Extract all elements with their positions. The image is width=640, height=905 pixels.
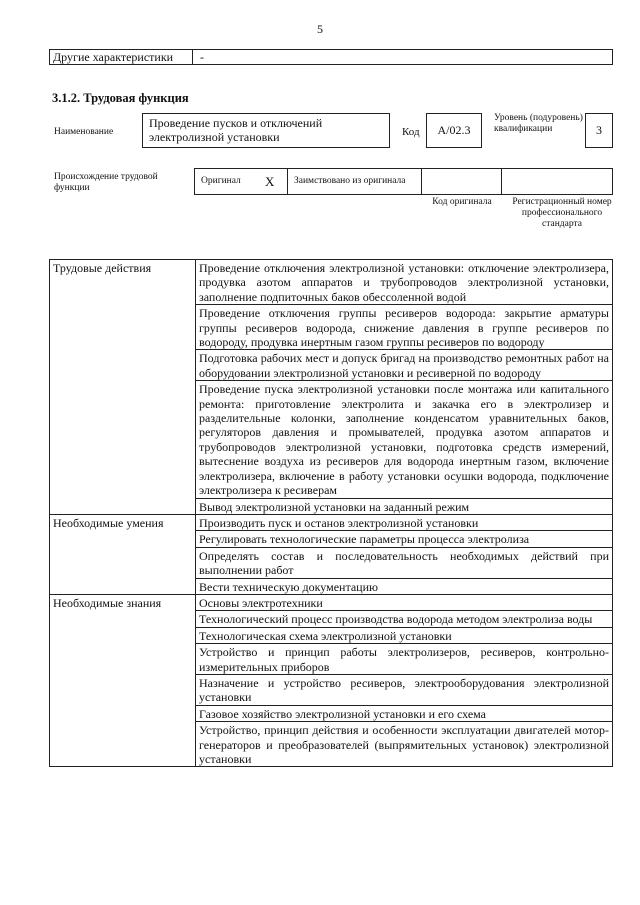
item-text: Производить пуск и останов электролизной установки (196, 514, 613, 530)
other-characteristics-label: Другие характеристики (53, 50, 174, 64)
item-text: Устройство, принцип действия и особенности эксплуатации двигателей мотор-генераторов и преобразователей (выпрямительных установок) электролизной установки (196, 722, 613, 767)
table-row (50, 514, 613, 530)
name-label: Наименование (54, 127, 114, 137)
original-label: Оригинал (201, 176, 241, 186)
original-cell (195, 169, 288, 194)
item-text: Определять состав и последовательность необходимых действий при выполнении работ (196, 547, 613, 578)
item-text: Регулировать технологические параметры процесса электролиза (196, 531, 613, 547)
function-details-table (49, 259, 613, 767)
function-name-box: Проведение пусков и отключений электролизной установки (142, 113, 390, 148)
item-text: Технологический процесс производства водорода методом электролиза воды (196, 611, 613, 627)
reg-number-label: Регистрационный номер профессионального стандарта (512, 197, 612, 229)
item-text: Технологическая схема электролизной установки (196, 627, 613, 643)
reg-number-cell (502, 169, 612, 194)
code-original-cell (422, 169, 502, 194)
level-value-box: 3 (585, 113, 613, 148)
code-label: Код (402, 126, 420, 138)
item-text: Устройство и принцип работы электролизеров, ресиверов, контрольно-измерительных приборов (196, 644, 613, 675)
item-text: Газовое хозяйство электролизной установки и его схема (196, 705, 613, 721)
item-text: Назначение и устройство ресиверов, электрооборудования электролизной установки (196, 674, 613, 705)
cell-divider (192, 50, 193, 64)
other-characteristics-row (49, 49, 613, 65)
table-row (50, 260, 613, 305)
code-value-box: A/02.3 (426, 113, 482, 148)
item-text: Основы электротехники (196, 594, 613, 610)
item-text: Проведение пуска электролизной установки после монтажа или капитального ремонта: приготовление электролита и закачка его в электролизер и разделительные колонки, заполнение конденсатом уравнительных баков, регуляторов давления и промывателей, продувка азотом аппаратов и трубопроводов электролизной установки, подготовка средств измерений, вытеснение воздуха из ресиверов для водорода инертным газом, включение электролизера, включение в работу установки осушки водорода, подключение электролизера к ресиверам (196, 381, 613, 498)
item-text: Проведение отключения электролизной установки: отключение электролизера, продувка азотом аппаратов и трубопроводов электролизной установки, заполнение подпиточных баков обессоленной водой (196, 260, 613, 305)
origin-row (194, 168, 613, 195)
borrowed-label: Заимствовано из оригинала (294, 176, 406, 186)
code-original-label: Код оригинала (432, 197, 492, 207)
item-text: Подготовка рабочих мест и допуск бригад на производство ремонтных работ на оборудовании электролизной установки и ресиверной по водороду (196, 350, 613, 381)
borrowed-cell (288, 169, 422, 194)
item-text: Вести техническую документацию (196, 578, 613, 594)
item-text: Проведение отключения группы ресиверов водорода: закрытие арматуры группы ресиверов водорода, снижение давления в группе ресиверов по водороду, продувка инертным газом группы ресиверов по водороду (196, 305, 613, 350)
section-title: 3.1.2. Трудовая функция (52, 91, 189, 105)
origin-label: Происхождение трудовой функции (54, 172, 158, 193)
group-label: Необходимые знания (50, 594, 196, 766)
item-text: Вывод электролизной установки на заданный режим (196, 498, 613, 514)
group-label: Необходимые умения (50, 514, 196, 594)
original-mark: X (265, 174, 275, 189)
group-label: Трудовые действия (50, 260, 196, 515)
page-number: 5 (317, 22, 323, 36)
other-characteristics-value: - (200, 50, 204, 64)
level-label: Уровень (подуровень) квалификации (494, 113, 583, 134)
table-row (50, 594, 613, 610)
